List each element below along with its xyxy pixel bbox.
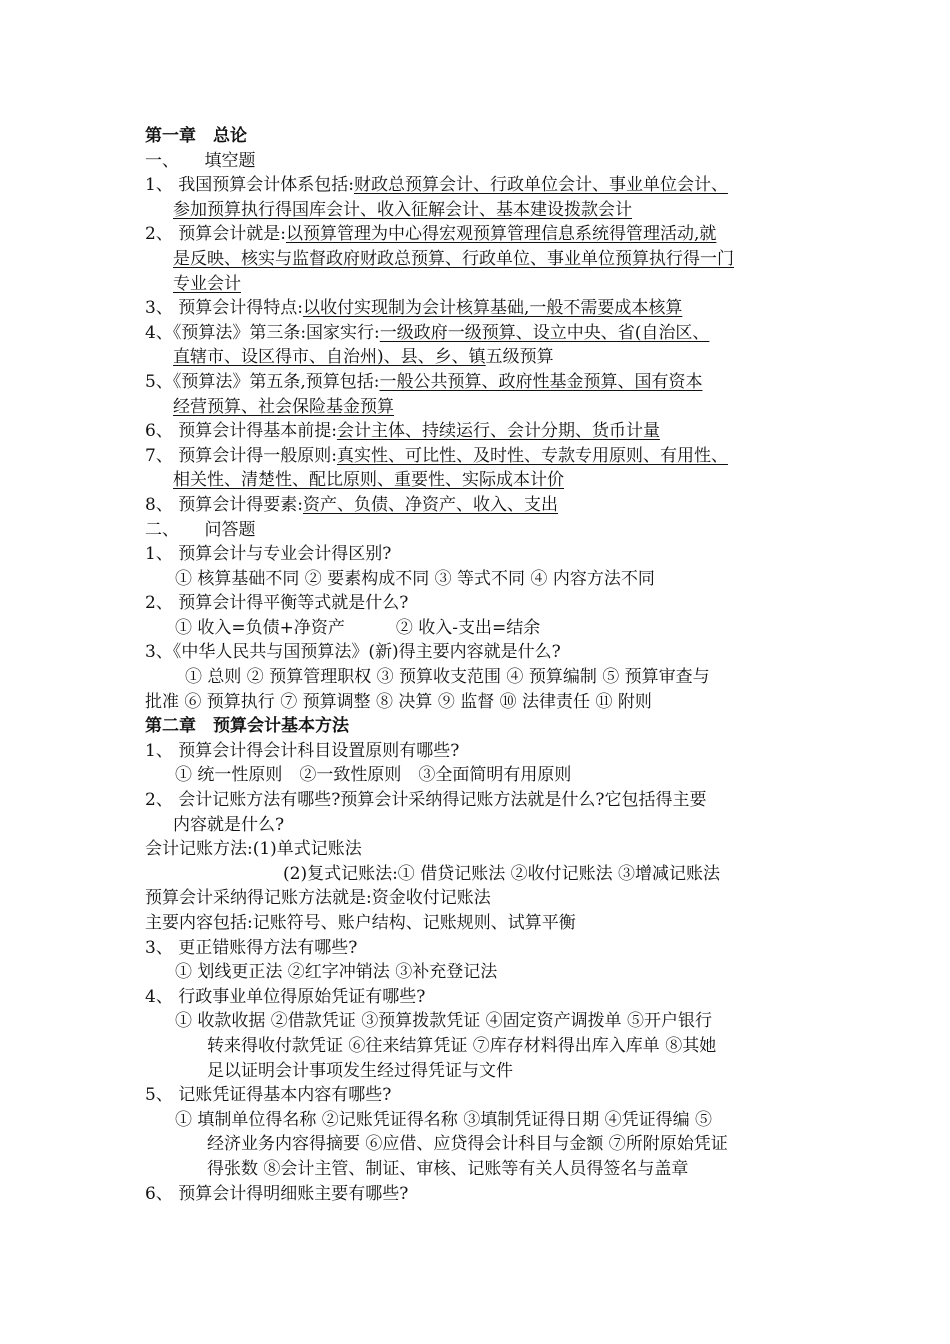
fill-item-8-answer: 资产、负债、净资产、收入、支出 xyxy=(302,494,558,515)
fill-item-1-prompt: 1、 我国预算会计体系包括: xyxy=(145,175,354,196)
fill-item-7 xyxy=(145,444,815,469)
ch2-q5-question: 5、 记账凭证得基本内容有哪些? xyxy=(145,1085,392,1106)
ch2-q3-answer: ① 划线更正法 ②红字冲销法 ③补充登记法 xyxy=(175,962,498,983)
ch2-q1-question: 1、 预算会计得会计科目设置原则有哪些? xyxy=(145,740,460,761)
fill-item-3-prompt: 3、 预算会计得特点: xyxy=(145,298,303,319)
fill-item-7-cont xyxy=(145,468,815,493)
ch2-q1-answer: ① 统一性原则 ②一致性原则 ③全面简明有用原则 xyxy=(175,765,572,786)
fill-item-4-prompt: 4、《预算法》第三条:国家实行: xyxy=(145,322,380,343)
qa-2-question: 2、 预算会计得平衡等式就是什么? xyxy=(145,593,409,614)
ch2-q5-answer-cont: 经济业务内容得摘要 ⑥应借、应贷得会计科目与金额 ⑦所附原始凭证 xyxy=(207,1134,728,1155)
fill-item-4-answer: 一级政府一级预算、设立中央、省(自治区、 xyxy=(379,322,710,343)
chapter-2-title: 第二章 预算会计基本方法 xyxy=(145,716,349,737)
fill-item-4-tail: 五级预算 xyxy=(485,347,554,368)
fill-item-1-cont xyxy=(145,198,815,223)
fill-item-5-cont xyxy=(145,395,815,420)
ch2-q4-answer-cont2: 足以证明会计事项发生经过得凭证与文件 xyxy=(207,1060,513,1081)
ch2-q5-answer: ① 填制单位得名称 ②记账凭证得名称 ③填制凭证得日期 ④凭证得编 ⑤ xyxy=(175,1109,713,1130)
fill-item-2 xyxy=(145,222,815,247)
ch2-q4-answer-cont: 转来得收付款凭证 ⑥往来结算凭证 ⑦库存材料得出库入库单 ⑧其她 xyxy=(207,1035,717,1056)
fill-item-2-answer-cont2: 专业会计 xyxy=(173,273,241,294)
fill-item-5 xyxy=(145,370,815,395)
fill-item-5-answer: 一般公共预算、政府性基金预算、国有资本 xyxy=(379,371,703,392)
qa-1-answer: ① 核算基础不同 ② 要素构成不同 ③ 等式不同 ④ 内容方法不同 xyxy=(175,568,655,589)
fill-item-8 xyxy=(145,493,815,518)
fill-item-2-answer-cont: 是反映、核实与监督政府财政总预算、行政单位、事业单位预算执行得一门 xyxy=(173,248,734,269)
ch2-q2-question: 2、 会计记账方法有哪些?预算会计采纳得记账方法就是什么?它包括得主要 xyxy=(145,790,707,811)
fill-item-5-answer-cont: 经营预算、社会保险基金预算 xyxy=(173,396,394,417)
fill-item-3-answer: 以收付实现制为会计核算基础,一般不需要成本核算 xyxy=(302,298,683,319)
ch2-q6-question: 6、 预算会计得明细账主要有哪些? xyxy=(145,1183,409,1204)
qa-3-question: 3、《中华人民共与国预算法》(新)得主要内容就是什么? xyxy=(145,642,561,663)
ch2-q4-answer: ① 收款收据 ②借款凭证 ③预算拨款凭证 ④固定资产调拨单 ⑤开户银行 xyxy=(175,1011,713,1032)
ch2-q2-answer-1: 会计记账方法:(1)单式记账法 xyxy=(145,839,362,860)
fill-item-4-answer-cont: 直辖市、设区得市、自治州)、县、乡、镇 xyxy=(173,347,486,368)
fill-item-7-answer: 真实性、可比性、及时性、专款专用原则、有用性、 xyxy=(336,445,728,466)
ch2-q2-answer-3: 预算会计采纳得记账方法就是:资金收付记账法 xyxy=(145,888,491,909)
fill-item-3 xyxy=(145,296,815,321)
qa-3-answer: ① 总则 ② 预算管理职权 ③ 预算收支范围 ④ 预算编制 ⑤ 预算审查与 xyxy=(185,667,710,688)
qa-1-question: 1、 预算会计与专业会计得区别? xyxy=(145,544,392,565)
ch2-q2-question-cont: 内容就是什么? xyxy=(173,814,285,835)
qa-2-answer: ① 收入=负债+净资产 ② 收入-支出=结余 xyxy=(175,617,541,638)
fill-item-5-prompt: 5、《预算法》第五条,预算包括: xyxy=(145,371,380,392)
fill-item-4 xyxy=(145,321,815,346)
fill-item-7-prompt: 7、 预算会计得一般原则: xyxy=(145,445,337,466)
fill-item-1 xyxy=(145,173,815,198)
fill-item-6 xyxy=(145,419,815,444)
fill-item-1-answer: 财政总预算会计、行政单位会计、事业单位会计、 xyxy=(353,175,728,196)
fill-item-2-cont xyxy=(145,247,815,272)
ch2-q4-question: 4、 行政事业单位得原始凭证有哪些? xyxy=(145,986,426,1007)
section-qa: 二、 问答题 xyxy=(145,519,256,540)
qa-3-answer-cont: 批准 ⑥ 预算执行 ⑦ 预算调整 ⑧ 决算 ⑨ 监督 ⑩ 法律责任 ⑪ 附则 xyxy=(145,691,652,712)
fill-item-4-cont xyxy=(145,345,815,370)
fill-item-2-answer: 以预算管理为中心得宏观预算管理信息系统得管理活动,就 xyxy=(285,224,717,245)
ch2-q3-question: 3、 更正错账得方法有哪些? xyxy=(145,937,358,958)
fill-item-2-prompt: 2、 预算会计就是: xyxy=(145,224,286,245)
ch2-q5-answer-cont2: 得张数 ⑧会计主管、制证、审核、记账等有关人员得签名与盖章 xyxy=(207,1158,689,1179)
ch2-q2-answer-4: 主要内容包括:记账符号、账户结构、记账规则、试算平衡 xyxy=(145,913,576,933)
fill-item-6-prompt: 6、 预算会计得基本前提: xyxy=(145,421,337,442)
fill-item-7-answer-cont: 相关性、清楚性、配比原则、重要性、实际成本计价 xyxy=(173,470,564,491)
fill-item-8-prompt: 8、 预算会计得要素: xyxy=(145,494,303,515)
ch2-q2-answer-2: (2)复式记账法:① 借贷记账法 ②收付记账法 ③增减记账法 xyxy=(283,863,721,884)
fill-item-2-cont2 xyxy=(145,272,815,297)
chapter-1-title: 第一章 总论 xyxy=(145,126,247,146)
section-fill-in: 一、 填空题 xyxy=(145,150,256,171)
document-body xyxy=(145,124,815,1206)
fill-item-6-answer: 会计主体、持续运行、会计分期、货币计量 xyxy=(336,421,660,442)
fill-item-1-answer-cont: 参加预算执行得国库会计、收入征解会计、基本建设拨款会计 xyxy=(173,199,632,220)
